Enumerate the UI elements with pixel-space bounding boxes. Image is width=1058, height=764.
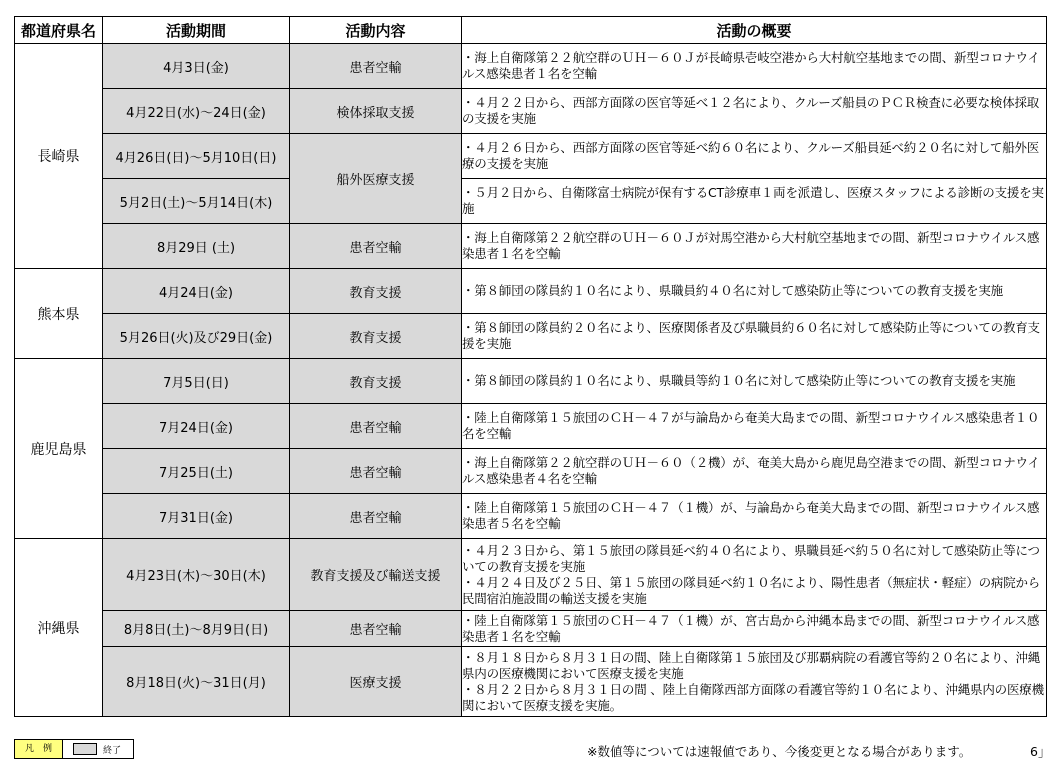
period-cell: 7月5日(日) — [103, 359, 290, 404]
period-cell: 8月18日(火)～31日(月) — [103, 647, 290, 717]
content-cell: 患者空輸 — [290, 404, 462, 449]
content-cell: 教育支援 — [290, 314, 462, 359]
summary-line: ・４月２２日から、西部方面隊の医官等延べ１２名により、クルーズ船員のＰＣＲ検査に必要な検体採取の支援を実施 — [462, 95, 1040, 126]
header-content: 活動内容 — [290, 17, 462, 44]
content-cell: 教育支援 — [290, 359, 462, 404]
period-cell: 4月26日(日)～5月10日(日) — [103, 134, 290, 179]
footer-note: ※数値等については速報値であり、今後変更となる場合があります。 — [587, 744, 972, 759]
summary-cell — [462, 44, 1047, 89]
table-row — [15, 611, 1047, 647]
prefecture-cell: 鹿児島県 — [15, 359, 103, 539]
table-row — [15, 89, 1047, 134]
summary-cell — [462, 269, 1047, 314]
summary-cell — [462, 647, 1047, 717]
summary-line: ・４月２３日から、第１５旅団の隊員延べ約４０名により、県職員延べ約５０名に対して感染防止等についての教育支援を実施 — [462, 542, 1040, 574]
content-cell: 患者空輸 — [290, 449, 462, 494]
legend-swatch-text: 終了 — [103, 745, 122, 756]
summary-line: ・５月２日から、自衛隊富士病院が保有するCT診療車１両を派遣し、医療スタッフによる診断の支援を実施 — [462, 185, 1044, 216]
activity-table — [14, 16, 1047, 717]
summary-line: ・８月２２日から８月３１日の間 、陸上自衛隊西部方面隊の看護官等約１０名により、沖縄県内の医療機関において医療支援を実施。 — [462, 681, 1044, 713]
summary-cell — [462, 611, 1047, 647]
table-row — [15, 647, 1047, 717]
content-cell: 教育支援及び輸送支援 — [290, 539, 462, 611]
summary-cell — [462, 224, 1047, 269]
legend-label: 凡 例 — [15, 740, 63, 758]
prefecture-cell: 沖縄県 — [15, 539, 103, 717]
content-cell: 患者空輸 — [290, 44, 462, 89]
period-cell: 4月24日(金) — [103, 269, 290, 314]
table-row — [15, 359, 1047, 404]
period-cell: 8月29日 (土) — [103, 224, 290, 269]
summary-cell — [462, 134, 1047, 179]
header-summary: 活動の概要 — [462, 17, 1047, 44]
table-row — [15, 134, 1047, 179]
summary-line: ・８月１８日から８月３１日の間、陸上自衛隊第１５旅団及び那覇病院の看護官等約２０名により、沖縄県内の医療機関において医療支援を実施 — [462, 649, 1041, 681]
summary-line: ・陸上自衛隊第１５旅団のＣＨ－４７（１機）が、与論島から奄美大島までの間、新型コロナウイルス感染患者５名を空輸 — [462, 500, 1040, 531]
table-row — [15, 494, 1047, 539]
content-cell: 患者空輸 — [290, 611, 462, 647]
summary-line: ・陸上自衛隊第１５旅団のＣＨ－４７（１機）が、宮古島から沖縄本島までの間、新型コロナウイルス感染患者１名を空輸 — [462, 612, 1040, 644]
summary-line: ・海上自衛隊第２２航空群のＵＨ－６０（２機）が、奄美大島から鹿児島空港までの間、新型コロナウイルス感染患者４名を空輸 — [462, 455, 1040, 486]
summary-cell — [462, 179, 1047, 224]
prefecture-cell: 長崎県 — [15, 44, 103, 269]
header-period: 活動期間 — [103, 17, 290, 44]
summary-line: ・第８師団の隊員約１０名により、県職員約４０名に対して感染防止等についての教育支援を実施 — [462, 283, 1003, 298]
content-cell: 船外医療支援 — [290, 134, 462, 224]
legend-swatch-completed — [73, 743, 97, 755]
summary-line: ・第８師団の隊員約１０名により、県職員等約１０名に対して感染防止等についての教育支援を実施 — [462, 373, 1016, 388]
summary-cell — [462, 89, 1047, 134]
table-row — [15, 449, 1047, 494]
period-cell: 7月24日(金) — [103, 404, 290, 449]
content-cell: 患者空輸 — [290, 494, 462, 539]
table-row — [15, 224, 1047, 269]
header-prefecture: 都道府県名 — [15, 17, 103, 44]
table-row — [15, 269, 1047, 314]
period-cell: 5月2日(土)～5月14日(木) — [103, 179, 290, 224]
content-cell: 教育支援 — [290, 269, 462, 314]
summary-line: ・４月２４日及び２５日、第１５旅団の隊員延べ約１０名により、陽性患者（無症状・軽症）の病院から民間宿泊施設間の輸送支援を実施 — [462, 574, 1041, 606]
content-cell: 検体採取支援 — [290, 89, 462, 134]
period-cell: 4月3日(金) — [103, 44, 290, 89]
period-cell: 4月23日(木)～30日(木) — [103, 539, 290, 611]
period-cell: 4月22日(水)～24日(金) — [103, 89, 290, 134]
period-cell: 7月25日(土) — [103, 449, 290, 494]
period-cell: 5月26日(火)及び29日(金) — [103, 314, 290, 359]
summary-cell — [462, 404, 1047, 449]
legend — [14, 739, 134, 759]
summary-line: ・海上自衛隊第２２航空群のＵＨ－６０Ｊが対馬空港から大村航空基地までの間、新型コロナウイルス感染患者１名を空輸 — [462, 230, 1040, 261]
table-row — [15, 314, 1047, 359]
summary-cell — [462, 494, 1047, 539]
page-number: 6」 — [1030, 744, 1051, 759]
summary-line: ・第８師団の隊員約２０名により、医療関係者及び県職員約６０名に対して感染防止等についての教育支援を実施 — [462, 320, 1040, 351]
summary-cell — [462, 314, 1047, 359]
summary-cell — [462, 539, 1047, 611]
prefecture-cell: 熊本県 — [15, 269, 103, 359]
period-cell: 7月31日(金) — [103, 494, 290, 539]
summary-cell — [462, 359, 1047, 404]
summary-line: ・４月２６日から、西部方面隊の医官等延べ約６０名により、クルーズ船員延べ約２０名に対して船外医療の支援を実施 — [462, 140, 1040, 171]
table-header-row — [15, 17, 1047, 44]
content-cell: 患者空輸 — [290, 224, 462, 269]
period-cell: 8月8日(土)～8月9日(日) — [103, 611, 290, 647]
summary-line: ・陸上自衛隊第１５旅団のＣＨ－４７が与論島から奄美大島までの間、新型コロナウイルス感染患者１０名を空輸 — [462, 410, 1040, 441]
table-row — [15, 179, 1047, 224]
summary-cell — [462, 449, 1047, 494]
content-cell: 医療支援 — [290, 647, 462, 717]
summary-line: ・海上自衛隊第２２航空群のＵＨ－６０Ｊが長崎県壱岐空港から大村航空基地までの間、新型コロナウイルス感染患者１名を空輸 — [462, 50, 1040, 81]
table-row — [15, 44, 1047, 89]
table-row — [15, 404, 1047, 449]
table-row — [15, 539, 1047, 611]
